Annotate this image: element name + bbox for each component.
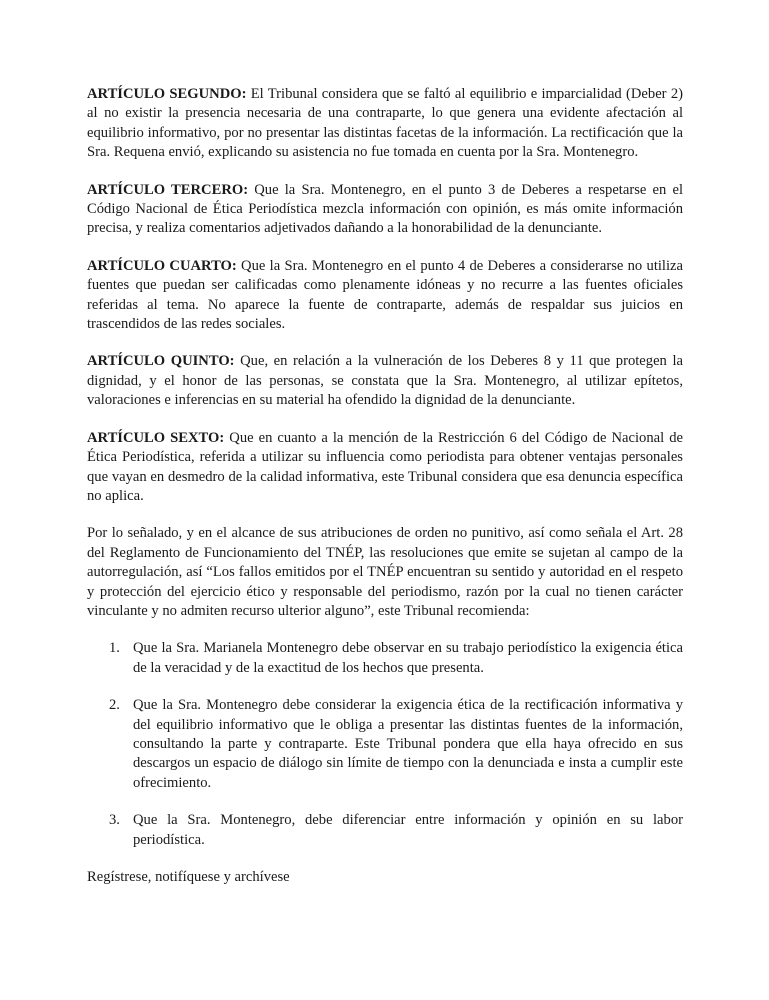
article-heading: ARTÍCULO QUINTO:: [87, 353, 235, 370]
list-item: [87, 811, 683, 850]
document-page: [87, 85, 683, 887]
article-cuarto: [87, 257, 683, 335]
article-text: El Tribunal considera que se faltó al equilibrio e imparcialidad (Deber 2) al no existir la presencia necesaria de una contraparte, lo que genera una evidente afectación al equilibrio informativo, por no presentar las distintas facetas de la información. La rectificación que la Sra. Requena envió, explicando su asistencia no fue tomada en cuenta por la Sra. Montenegro.: [87, 86, 683, 161]
list-item: [87, 696, 683, 793]
list-number: 1.: [109, 640, 120, 657]
article-heading: ARTÍCULO SEGUNDO:: [87, 86, 247, 102]
list-text: Que la Sra. Montenegro, debe diferenciar entre información y opinión en su labor periodística.: [133, 812, 683, 848]
article-text: Que, en relación a la vulneración de los Deberes 8 y 11 que protegen la dignidad, y el honor de las personas, se constata que la Sra. Montenegro, al utilizar epítetos, valoraciones e inferencias en su material ha ofendido la dignidad de la denunciante.: [87, 353, 683, 409]
article-text: Que la Sra. Montenegro en el punto 4 de Deberes a considerarse no utiliza fuentes que puedan ser calificadas como plenamente idóneas y no recurre a las fuentes oficiales referidas al tema. No aparece la fuente de contraparte, además de respaldar sus juicios en trascendidos de las redes sociales.: [87, 257, 683, 333]
recommendations-list: [87, 639, 683, 850]
article-heading: ARTÍCULO SEXTO:: [87, 429, 225, 446]
article-text: Que la Sra. Montenegro, en el punto 3 de Deberes a respetarse en el Código Nacional de Ética Periodística mezcla información con opinión, es más omite información precisa, y realiza comentarios adjetivados dañando a la honorabilidad de la denunciante.: [87, 181, 683, 237]
closing-line: Regístrese, notifíquese y archívese: [87, 869, 290, 885]
article-sexto: [87, 429, 683, 507]
article-tercero: [87, 181, 683, 239]
article-quinto: [87, 352, 683, 410]
list-item: [87, 639, 683, 678]
list-text: Que la Sra. Marianela Montenegro debe observar en su trabajo periodístico la exigencia ética de la veracidad y de la exactitud de los hechos que presenta.: [133, 640, 683, 676]
list-number: 2.: [109, 697, 120, 714]
resolution-intro: Por lo señalado, y en el alcance de sus atribuciones de orden no punitivo, así como señala el Art. 28 del Reglamento de Funcionamiento del TNÉP, las resoluciones que emite se sujetan al campo de la autorregulación, así “Los fallos emitidos por el TNÉP encuentran su sentido y autoridad en el respeto y protección del ejercicio ético y responsable del periodismo, razón por la cual no tienen carácter vinculante y no admiten recurso ulterior alguno”, este Tribunal recomienda:: [87, 525, 683, 619]
article-text: Que en cuanto a la mención de la Restricción 6 del Código de Nacional de Ética Periodística, referida a utilizar su influencia como periodista para obtener ventajas personales que vayan en desmedro de la calidad informativa, este Tribunal considera que esa denuncia específica no aplica.: [87, 429, 683, 504]
article-heading: ARTÍCULO CUARTO:: [87, 257, 237, 274]
article-segundo: [87, 85, 683, 163]
article-heading: ARTÍCULO TERCERO:: [87, 181, 249, 198]
list-number: 3.: [109, 812, 120, 829]
list-text: Que la Sra. Montenegro debe considerar la exigencia ética de la rectificación informativa y del equilibrio informativo que le obliga a presentar las distintas fuentes de la información, consultando la parte y contraparte. Este Tribunal pondera que ella haya ofrecido en sus descargos un espacio de diálogo sin límite de tiempo con la denunciada e insta a cumplir este ofrecimiento.: [133, 697, 683, 791]
